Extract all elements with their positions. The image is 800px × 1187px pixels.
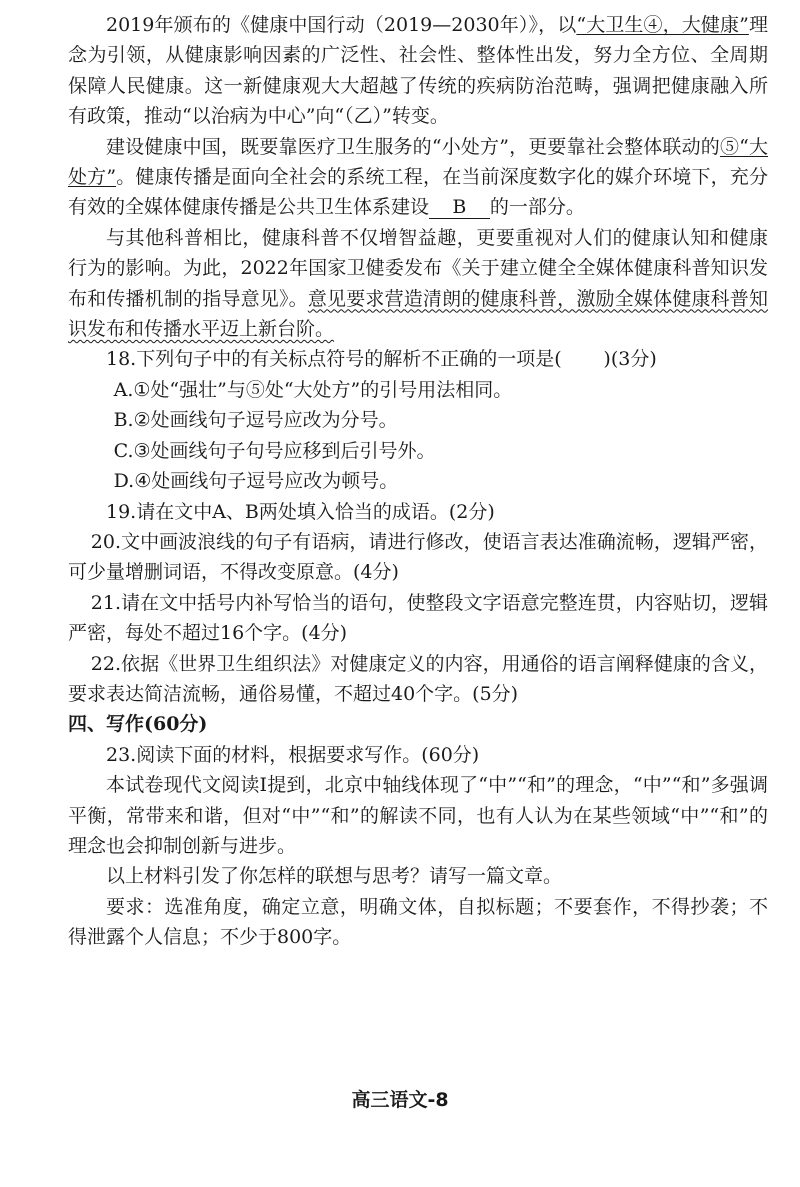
question-19: 19.请在文中A、B两处填入恰当的成语。(2分) bbox=[105, 500, 495, 523]
passage-paragraph-1 bbox=[68, 10, 768, 132]
question-20: 20.文中画波浪线的句子有语病，请进行修改，使语言表达准确流畅，逻辑严密，可少量增删词语，不得改变原意。(4分) bbox=[68, 530, 768, 584]
option-c: C.③处画线句子句号应移到后引号外。 bbox=[113, 439, 436, 462]
writing-requirements: 要求：选准角度，确定立意，明确文体，自拟标题；不要套作，不得抄袭；不得泄露个人信息；不少于800字。 bbox=[68, 895, 768, 949]
underlined-phrase: ⑤“大处方” bbox=[68, 135, 769, 189]
passage-text: 的一部分。 bbox=[489, 196, 585, 219]
question-21: 21.请在文中括号内补写恰当的语句，使整段文字语意完整连贯，内容贴切，逻辑严密，每处不超过16个字。(4分) bbox=[68, 591, 768, 645]
passage-paragraph-3 bbox=[68, 223, 768, 345]
option-b: B.②处画线句子逗号应改为分号。 bbox=[113, 409, 398, 432]
passage-text: 。健康传播是面向全社会的系统工程，在当前深度数字化的媒介环境下，充分有效的全媒体健康传播是公共卫生体系建设 bbox=[68, 166, 768, 219]
question-23: 23.阅读下面的材料，根据要求写作。(60分) bbox=[105, 743, 480, 766]
blank-b: B bbox=[429, 196, 490, 219]
passage-text: 建设健康中国，既要靠医疗卫生服务的“小处方”，更要靠社会整体联动的 bbox=[106, 135, 720, 158]
wavy-underlined-sentence: 意见要求营造清朗的健康科普，激励全媒体健康科普知识发布和传播水平迈上新台阶。 bbox=[68, 287, 768, 341]
passage-text: 2019年颁布的《健康中国行动（2019—2030年）》，以 bbox=[106, 14, 577, 36]
writing-section-title: 四、写作(60分) bbox=[68, 713, 208, 736]
option-d: D.④处画线句子逗号应改为顿号。 bbox=[113, 470, 399, 493]
question-22: 22.依据《世界卫生组织法》对健康定义的内容，用通俗的语言阐释健康的含义，要求表达简洁流畅，通俗易懂，不超过40个字。(5分) bbox=[68, 652, 768, 705]
question-score: )(3分) bbox=[603, 348, 657, 371]
question-18 bbox=[68, 344, 768, 374]
underlined-phrase: “大卫生④，大健康” bbox=[576, 14, 749, 36]
writing-material: 本试卷现代文阅读Ⅰ提到，北京中轴线体现了“中”“和”的理念，“中”“和”多强调平衡，常带来和谐，但对“中”“和”的解读不同，也有人认为在某些领域“中”“和”的理念也会抑制创新与进步。 bbox=[68, 774, 768, 857]
option-a: A.①处“强壮”与⑤处“大处方”的引号用法相同。 bbox=[113, 378, 513, 401]
page-content bbox=[68, 10, 768, 953]
passage-text: 理念为引领，从健康影响因素的广泛性、社会性、整体性出发，努力全方位、全周期保障人民健康。这一新健康观大大超越了传统的疾病防治范畴，强调把健康融入所有政策，推动“以治病为中心”向“（乙）”转变。 bbox=[68, 14, 768, 128]
writing-prompt: 以上材料引发了你怎样的联想与思考？请写一篇文章。 bbox=[106, 865, 563, 888]
passage-text: 与其他科普相比，健康科普不仅增智益趣，更要重视对人们的健康认知和健康行为的影响。为此，2022年国家卫健委发布《关于建立健全全媒体健康科普知识发布和传播机制的指导意见》。 bbox=[68, 226, 768, 310]
passage-paragraph-2 bbox=[68, 132, 768, 223]
question-stem: 18.下列句子中的有关标点符号的解析不正确的一项是( bbox=[105, 348, 562, 371]
page-footer: 高三语文-8 bbox=[351, 1089, 449, 1111]
